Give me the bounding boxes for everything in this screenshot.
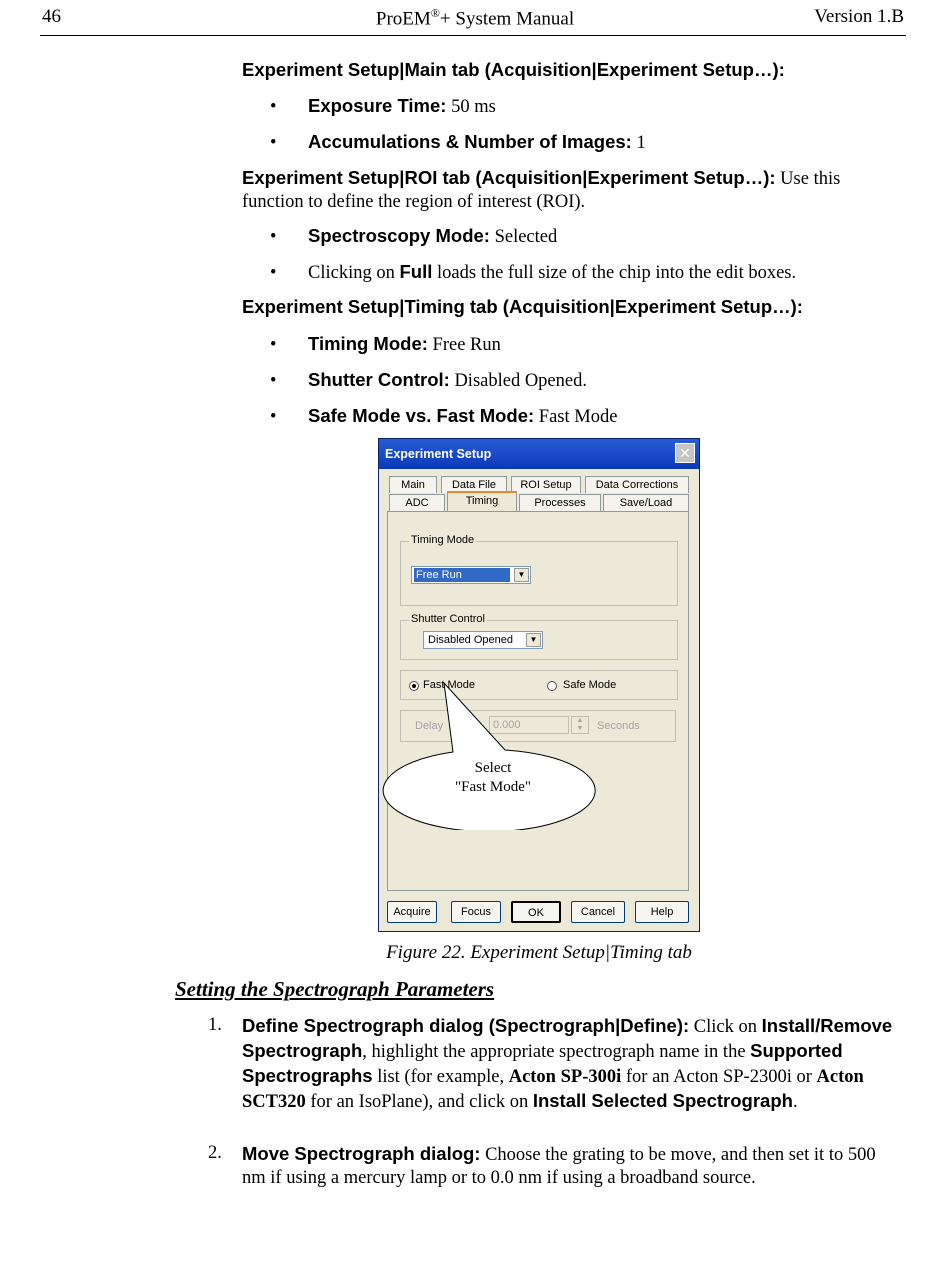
- bullet-timing-mode: • Timing Mode: Free Run: [270, 333, 501, 355]
- roi-tab-paragraph: Experiment Setup|ROI tab (Acquisition|Experiment Setup…): Use this function to define the region of interest (ROI).: [242, 167, 841, 212]
- dialog-title-bar: Experiment Setup ✕: [379, 439, 699, 469]
- chevron-down-icon[interactable]: ▼: [514, 568, 529, 582]
- list-item-move-spectrograph: Move Spectrograph dialog: Choose the grating to be move, and then set it to 500 nm if using a mercury lamp or to 0.0 nm if using a broadband source.: [242, 1143, 876, 1188]
- timing-mode-select[interactable]: Free Run ▼: [411, 566, 531, 584]
- bullet-spectroscopy-mode: • Spectroscopy Mode: Selected: [270, 225, 558, 247]
- running-title: ProEM®+ System Manual: [375, 6, 575, 30]
- cancel-button[interactable]: Cancel: [571, 901, 625, 923]
- tab-processes[interactable]: Processes: [519, 494, 601, 511]
- delay-label: Delay: [415, 720, 444, 732]
- shutter-control-select[interactable]: Disabled Opened ▼: [423, 631, 543, 649]
- acquire-button[interactable]: Acquire: [387, 901, 437, 923]
- timing-mode-group: Timing Mode Free Run ▼: [400, 541, 678, 606]
- callout-bubble: [380, 680, 610, 830]
- timing-tab-heading: Experiment Setup|Timing tab (Acquisition|Experiment Setup…):: [242, 296, 803, 317]
- callout-line-1: Select: [474, 760, 512, 776]
- bullet-safe-fast-mode: • Safe Mode vs. Fast Mode: Fast Mode: [270, 405, 618, 427]
- chevron-down-icon[interactable]: ▼: [526, 633, 541, 647]
- version-label: Version 1.B: [814, 6, 904, 27]
- list-item-define-spectrograph: Define Spectrograph dialog (Spectrograph|Define): Click on Install/Remove Spectrograph, highlight the appropriate spectrograph name in the Supported Spectrographs list (for example, Acton SP-300i for an Acton SP-2300i or Acton SCT320 for an IsoPlane), and click on Install Selected Spectrograph.: [242, 1015, 893, 1112]
- bullet-accumulations: • Accumulations & Number of Images: 1: [270, 131, 646, 153]
- figure-caption: Figure 22. Experiment Setup|Timing tab: [386, 942, 692, 963]
- bullet-shutter-control: • Shutter Control: Disabled Opened.: [270, 369, 587, 391]
- tab-adc[interactable]: ADC: [389, 494, 445, 511]
- tab-timing[interactable]: Timing: [447, 491, 517, 512]
- header-rule: [40, 35, 906, 36]
- bullet-full: • Clicking on Full loads the full size of the chip into the edit boxes.: [270, 261, 797, 283]
- ok-button[interactable]: OK: [511, 901, 561, 923]
- delay-input[interactable]: 0.000: [489, 716, 569, 734]
- tab-roi-setup[interactable]: ROI Setup: [511, 476, 581, 493]
- list-number-1: 1.: [208, 1015, 222, 1035]
- bullet-exposure-time: • Exposure Time: 50 ms: [270, 95, 496, 117]
- tab-data-corrections[interactable]: Data Corrections: [585, 476, 689, 493]
- delay-spinner[interactable]: ▲ ▼: [571, 716, 589, 734]
- tab-main[interactable]: Main: [389, 476, 437, 493]
- close-icon[interactable]: ✕: [675, 443, 695, 463]
- callout-line-2: "Fast Mode": [455, 779, 531, 795]
- focus-button[interactable]: Focus: [451, 901, 501, 923]
- main-tab-heading: Experiment Setup|Main tab (Acquisition|Experiment Setup…):: [242, 59, 785, 80]
- section-heading: Setting the Spectrograph Parameters: [175, 977, 495, 1001]
- fast-mode-label: Fast Mode: [423, 679, 475, 691]
- safe-mode-label: Safe Mode: [563, 679, 617, 691]
- help-button[interactable]: Help: [635, 901, 689, 923]
- shutter-control-group: Shutter Control Disabled Opened ▼: [400, 620, 678, 660]
- list-number-2: 2.: [208, 1143, 222, 1163]
- seconds-label: Seconds: [597, 720, 640, 732]
- tab-save-load[interactable]: Save/Load: [603, 494, 689, 511]
- tab-data-file[interactable]: Data File: [441, 476, 507, 493]
- page-number: 46: [42, 6, 61, 27]
